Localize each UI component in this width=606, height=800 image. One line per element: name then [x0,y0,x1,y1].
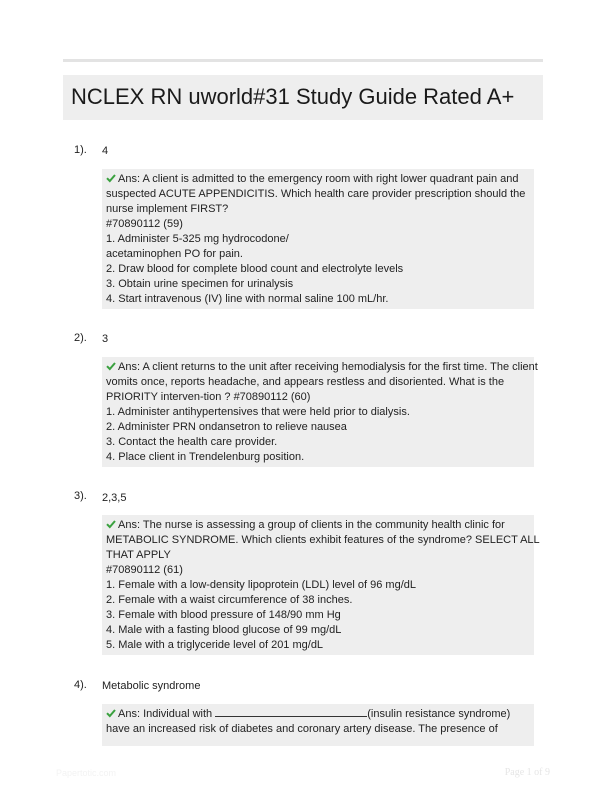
answer-box [102,515,540,655]
question-answer: 4 [102,145,109,157]
answer-line: PRIORITY interven-tion ? #70890112 (60) [106,391,311,403]
answer-box [102,357,538,467]
question-answer: Metabolic syndrome [102,680,201,692]
answer-line: THAT APPLY [106,549,171,561]
fill-in-blank [215,707,367,717]
answer-line: 4. Start intravenous (IV) line with normal saline 100 mL/hr. [106,293,389,305]
answer-line: 1. Administer antihypertensives that were held prior to dialysis. [106,406,410,418]
answer-line: Ans: A client is admitted to the emergency room with right lower quadrant pain and [106,172,530,187]
answer-line: 3. Female with blood pressure of 148/90 mm Hg [106,609,341,621]
footer-watermark: Papertotic.com [56,768,117,778]
question-number: 1). [74,144,87,156]
answer-box [102,169,534,309]
answer-line: 1. Administer 5-325 mg hydrocodone/ [106,233,289,245]
answer-line: 1. Female with a low-density lipoprotein (LDL) level of 96 mg/dL [106,579,416,591]
question-number: 4). [74,679,87,691]
answer-line: have an increased risk of diabetes and coronary artery disease. The presence of [106,723,498,735]
answer-line: 3. Contact the health care provider. [106,436,278,448]
page-title: NCLEX RN uworld#31 Study Guide Rated A+ [71,84,515,109]
answer-line: nurse implement FIRST? [106,203,229,215]
checkmark-icon [106,173,116,183]
answer-box [102,704,534,746]
checkmark-icon [106,361,116,371]
answer-line: 2. Administer PRN ondansetron to relieve nausea [106,421,347,433]
header-divider [63,59,543,62]
answer-line: METABOLIC SYNDROME. Which clients exhibit features of the syndrome? SELECT ALL [106,534,540,546]
answer-line: 4. Male with a fasting blood glucose of 99 mg/dL [106,624,342,636]
answer-line: 3. Obtain urine specimen for urinalysis [106,278,294,290]
answer-line: vomits once, reports headache, and appears restless and disoriented. What is the [106,376,505,388]
question-answer: 2,3,5 [102,492,127,504]
question-number: 3). [74,490,87,502]
answer-line: 4. Place client in Trendelenburg position. [106,451,305,463]
answer-line: #70890112 (61) [106,564,183,576]
answer-line: 2. Draw blood for complete blood count and electrolyte levels [106,263,404,275]
checkmark-icon [106,708,116,718]
page-number: Page 1 of 9 [504,767,550,778]
answer-line: Ans: A client returns to the unit after receiving hemodialysis for the first time. The client [106,360,530,375]
checkmark-icon [106,519,116,529]
answer-line: Ans: The nurse is assessing a group of clients in the community health clinic for [106,518,530,533]
answer-line: Ans: Individual with (insulin resistance syndrome) [106,707,530,722]
title-banner [63,75,543,120]
answer-line: 5. Male with a triglyceride level of 201 mg/dL [106,639,324,651]
question-number: 2). [74,332,87,344]
question-answer: 3 [102,333,109,345]
answer-line: acetaminophen PO for pain. [106,248,243,260]
answer-line: suspected ACUTE APPENDICITIS. Which health care provider prescription should the [106,188,526,200]
answer-line: #70890112 (59) [106,218,183,230]
answer-line: 2. Female with a waist circumference of 38 inches. [106,594,353,606]
